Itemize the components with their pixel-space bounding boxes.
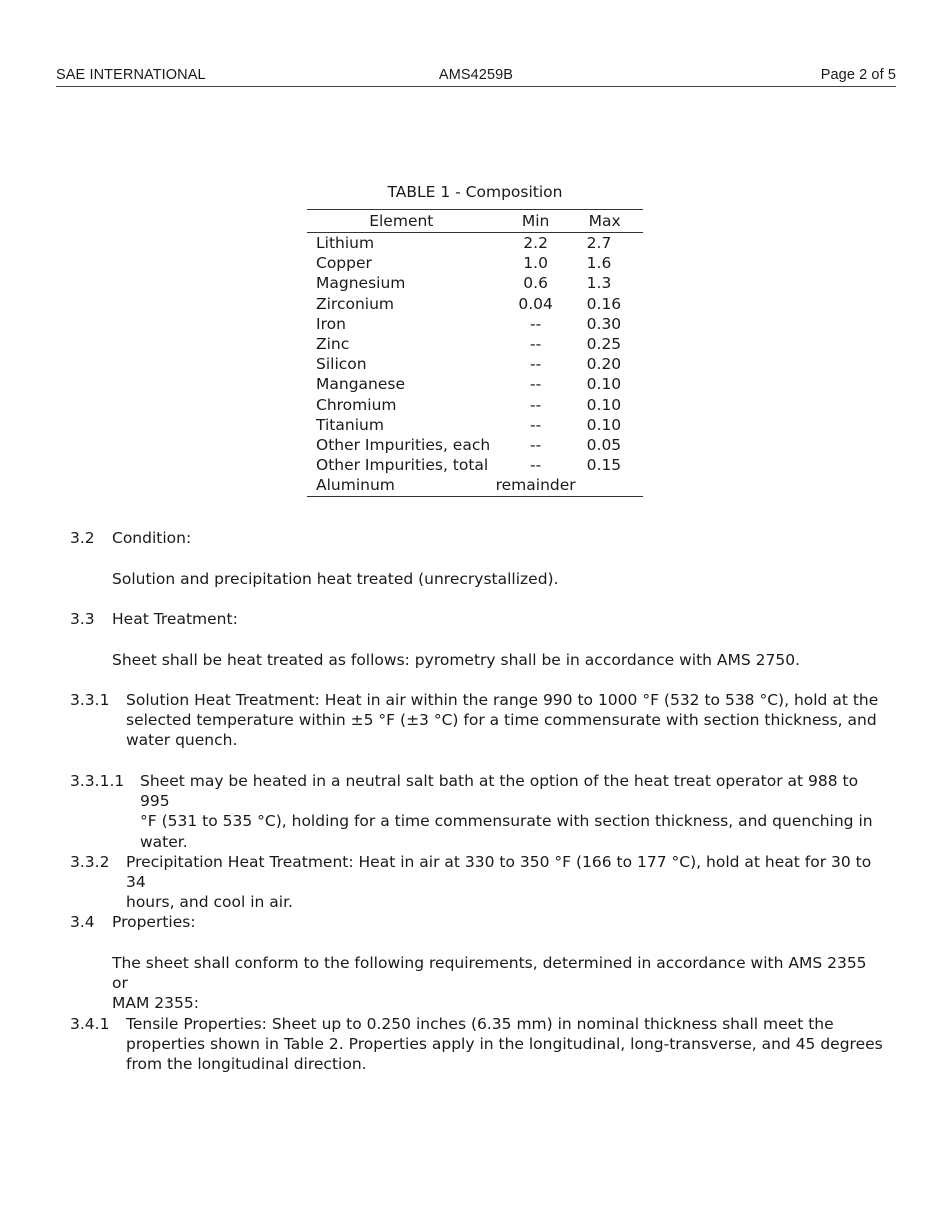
composition-table [307, 209, 643, 497]
section-body [140, 771, 890, 852]
body-line: °F (531 to 535 °C), holding for a time commensurate with section thickness, and quenching in [140, 812, 873, 831]
section-body [126, 690, 886, 751]
table-row [307, 435, 643, 455]
body-line: Tensile Properties: Sheet up to 0.250 inches (6.35 mm) in nominal thickness shall meet the [126, 1015, 834, 1033]
element-cell: Silicon [316, 355, 367, 374]
column-header-max: Max [588, 211, 621, 230]
max-cell: 0.10 [586, 375, 622, 394]
section-3-2-body: Solution and precipitation heat treated (unrecrystallized). [112, 570, 559, 588]
section-body [126, 1014, 886, 1075]
body-line: water quench. [126, 731, 238, 750]
body-line: properties shown in Table 2. Properties apply in the longitudinal, long-transverse, and 45 degrees [126, 1035, 883, 1054]
min-cell: -- [530, 335, 542, 354]
composition-table-block [307, 182, 643, 497]
max-cell: 1.6 [586, 254, 612, 273]
table-caption: TABLE 1 - Composition [387, 183, 563, 201]
body-line: MAM 2355: [112, 994, 199, 1013]
min-cell: -- [530, 375, 542, 394]
min-cell: -- [530, 456, 542, 475]
max-cell [576, 475, 643, 496]
table-row [307, 314, 643, 334]
max-cell: 2.7 [586, 234, 612, 252]
body-line: Solution Heat Treatment: Heat in air within the range 990 to 1000 °F (532 to 538 °C), hold at the [126, 691, 879, 709]
body-line: Precipitation Heat Treatment: Heat in air at 330 to 350 °F (166 to 177 °C), hold at heat for 30 to 34 [126, 853, 872, 892]
body-line: from the longitudinal direction. [126, 1055, 367, 1074]
header-organization: SAE INTERNATIONAL [56, 67, 206, 83]
max-cell: 0.05 [586, 436, 622, 455]
section-number: 3.3.1.1 [70, 772, 125, 790]
table-row [307, 273, 643, 293]
max-cell: 0.16 [586, 294, 622, 313]
element-cell: Titanium [316, 415, 384, 434]
min-cell: -- [530, 314, 542, 333]
table-row [307, 233, 643, 254]
body-line: selected temperature within ±5 °F (±3 °C) for a time commensurate with section thickness, and [126, 711, 877, 730]
body-line: Sheet may be heated in a neutral salt bath at the option of the heat treat operator at 988 to 995 [140, 772, 859, 811]
element-cell: Other Impurities, total [316, 456, 489, 475]
min-cell: -- [530, 395, 542, 414]
section-number: 3.3.2 [70, 853, 110, 871]
section-title: Condition: [112, 529, 192, 547]
section-3-3-1-1 [0, 771, 900, 851]
body-line: The sheet shall conform to the following requirements, determined in accordance with AMS 2355 or [112, 954, 867, 993]
column-header-min: Min [521, 211, 550, 230]
table-row [307, 455, 643, 475]
section-number: 3.4 [70, 913, 95, 931]
section-number: 3.2 [70, 529, 95, 547]
section-number: 3.3 [70, 610, 95, 628]
max-cell: 1.3 [586, 274, 612, 293]
section-3-3-body: Sheet shall be heat treated as follows: pyrometry shall be in accordance with AMS 2750. [112, 651, 801, 669]
page-header [56, 66, 896, 87]
table-row [307, 253, 643, 273]
min-cell: 2.2 [523, 234, 548, 252]
section-title: Properties: [112, 913, 196, 931]
element-cell: Lithium [316, 234, 375, 252]
element-cell: Other Impurities, each [316, 436, 491, 455]
max-cell: 0.10 [586, 395, 622, 414]
section-number: 3.3.1 [70, 691, 110, 709]
min-cell: 0.04 [518, 294, 553, 313]
element-cell: Zinc [316, 335, 350, 354]
element-cell: Zirconium [316, 294, 395, 313]
element-cell: Copper [316, 254, 372, 273]
body-line: hours, and cool in air. [126, 893, 293, 912]
section-3-3-2 [0, 852, 900, 912]
column-header-element: Element [369, 211, 434, 230]
table-row [307, 395, 643, 415]
body-line: water. [140, 832, 188, 851]
element-cell: Chromium [316, 395, 397, 414]
section-3-4-body [112, 953, 872, 1014]
min-cell: -- [530, 355, 542, 374]
section-title: Heat Treatment: [112, 610, 238, 628]
element-cell: Iron [316, 314, 346, 333]
element-cell: Manganese [316, 375, 406, 394]
table-row [307, 294, 643, 314]
section-body [126, 852, 886, 913]
table-row [307, 415, 643, 435]
table-row [307, 334, 643, 354]
table-row [307, 374, 643, 394]
header-page-number: Page 2 of 5 [820, 67, 896, 83]
max-cell: 0.30 [586, 314, 622, 333]
min-cell: 0.6 [523, 274, 548, 293]
min-cell: -- [530, 415, 542, 434]
section-number: 3.4.1 [70, 1015, 110, 1033]
element-cell: Aluminum [316, 476, 395, 495]
section-3-3-1 [0, 690, 900, 752]
table-row [307, 354, 643, 374]
table-header-row [307, 210, 643, 233]
element-cell: Magnesium [316, 274, 406, 293]
max-cell: 0.20 [586, 355, 622, 374]
section-3-4-1 [0, 1014, 900, 1076]
min-cell: -- [530, 436, 542, 455]
max-cell: 0.10 [586, 415, 622, 434]
min-cell: 1.0 [523, 254, 548, 273]
max-cell: 0.15 [586, 456, 622, 475]
max-cell: 0.25 [586, 335, 622, 354]
table-row [307, 475, 643, 496]
min-cell: remainder [495, 476, 576, 495]
header-document-number: AMS4259B [438, 67, 514, 83]
